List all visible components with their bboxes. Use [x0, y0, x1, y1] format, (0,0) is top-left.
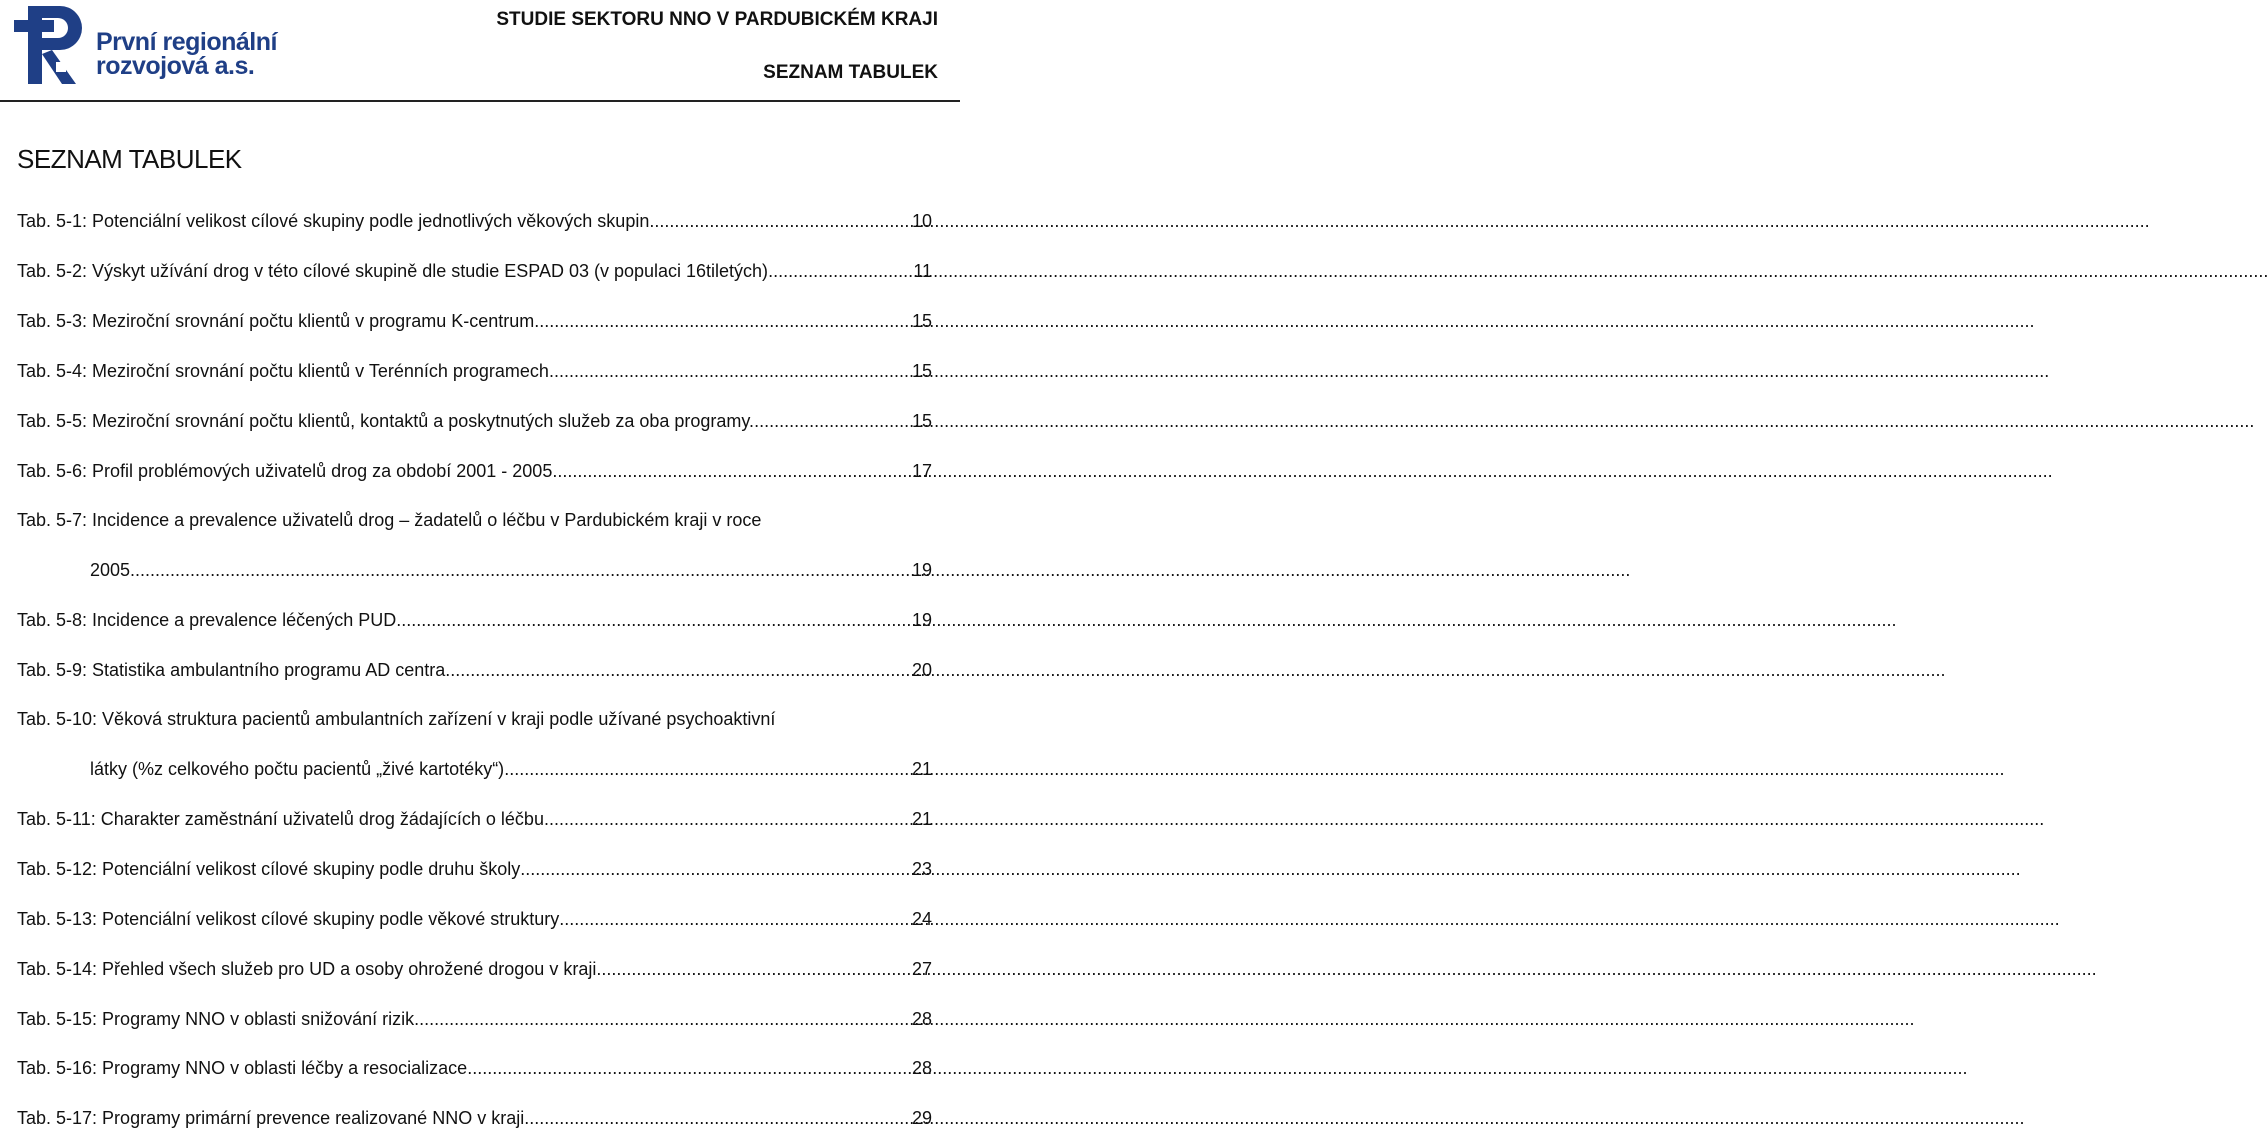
toc-entry-label: Tab. 5-7: Incidence a prevalence uživatelů drog – žadatelů o léčbu v Pardubickém kraji v roce [17, 510, 762, 530]
dot-leader [504, 759, 906, 780]
toc-entry-label-continued: 2005 [90, 560, 131, 580]
toc-entry-label: Tab. 5-10: Věková struktura pacientů ambulantních zařízení v kraji podle užívané psychoaktivní [17, 709, 776, 729]
dot-leader [754, 411, 906, 432]
toc-entry[interactable] [17, 510, 932, 534]
toc-entry-label: Tab. 5-1: Potenciální velikost cílové skupiny podle jednotlivých věkových skupin [17, 211, 650, 231]
dot-leader [534, 311, 906, 332]
toc-entry[interactable] [17, 261, 932, 285]
toc-entry-label: Tab. 5-15: Programy NNO v oblasti snižování rizik [17, 1009, 415, 1029]
page-header [0, 0, 960, 102]
toc-entry-label: Tab. 5-6: Profil problémových uživatelů drog za období 2001 - 2005 [17, 461, 553, 481]
toc-entry[interactable] [17, 411, 932, 435]
toc-entry-label: Tab. 5-12: Potenciální velikost cílové skupiny podle druhu školy [17, 859, 521, 879]
toc-entry-page: 23 [911, 859, 932, 879]
toc-entry-label-continued: látky (%z celkového počtu pacientů „živé kartotéky“) [90, 759, 505, 779]
toc-entry-page: 15 [911, 361, 932, 381]
toc-entry-label: Tab. 5-13: Potenciální velikost cílové skupiny podle věkové struktury [17, 909, 560, 929]
dot-leader [649, 211, 906, 232]
toc-entry-label: Tab. 5-5: Meziroční srovnání počtu klientů, kontaktů a poskytnutých služeb za oba programy. [17, 411, 755, 431]
company-logo [12, 2, 292, 86]
logo-wordmark [96, 30, 277, 78]
toc-entry[interactable] [17, 1108, 932, 1132]
toc-entry-page: 29 [911, 1108, 932, 1128]
toc-entry[interactable] [17, 361, 932, 385]
toc-entry[interactable] [17, 211, 932, 235]
dot-leader [552, 461, 906, 482]
logo-mark-icon [12, 2, 92, 86]
toc-entry-page: 27 [911, 959, 932, 979]
dot-leader [544, 809, 906, 830]
toc-entry[interactable] [17, 859, 932, 883]
toc-entry-page: 19 [911, 610, 932, 630]
toc-entry-label: Tab. 5-9: Statistika ambulantního programu AD centra [17, 660, 446, 680]
dot-leader [414, 1009, 906, 1030]
dot-leader [559, 909, 906, 930]
toc-entry-page: 21 [911, 809, 932, 829]
dot-leader [520, 859, 906, 880]
toc-entry-continuation[interactable] [90, 560, 932, 584]
toc-entry-page: 21 [911, 759, 932, 779]
header-section-title: SEZNAM TABULEK [763, 62, 938, 83]
toc-entry[interactable] [17, 1058, 932, 1082]
toc-entry-page: 10 [911, 211, 932, 231]
toc-entry-page: 11 [913, 261, 932, 281]
toc-entry[interactable] [17, 909, 932, 933]
dot-leader [467, 1058, 906, 1079]
toc-entry[interactable] [17, 1009, 932, 1033]
header-study-title: STUDIE SEKTORU NNO V PARDUBICKÉM KRAJI [496, 9, 938, 30]
toc-entry-label: Tab. 5-4: Meziroční srovnání počtu klientů v Terénních programech [17, 361, 549, 381]
toc-entry-page: 15 [911, 411, 932, 431]
page-title: SEZNAM TABULEK [17, 144, 242, 174]
logo-line-2: rozvojová a.s. [96, 52, 255, 80]
toc-entry[interactable] [17, 610, 932, 634]
dot-leader [549, 361, 906, 382]
toc-entry-page: 28 [911, 1058, 932, 1078]
toc-entry-page: 20 [911, 660, 932, 680]
dot-leader [524, 1108, 906, 1129]
toc-entry-label: Tab. 5-2: Výskyt užívání drog v této cílové skupině dle studie ESPAD 03 (v populaci 16tiletých) [17, 261, 769, 281]
toc-entry-label: Tab. 5-17: Programy primární prevence realizované NNO v kraji [17, 1108, 525, 1128]
toc-entry-label: Tab. 5-16: Programy NNO v oblasti léčby a resocializace [17, 1058, 468, 1078]
toc-entry-page: 19 [911, 560, 932, 580]
toc-entry-label: Tab. 5-14: Přehled všech služeb pro UD a osoby ohrožené drogou v kraji [17, 959, 597, 979]
toc-entry[interactable] [17, 660, 932, 684]
toc-entry-continuation[interactable] [90, 759, 932, 783]
toc-entry[interactable] [17, 959, 932, 983]
dot-leader [445, 660, 906, 681]
toc-entry-page: 24 [911, 909, 932, 929]
toc-entry-page: 17 [911, 461, 932, 481]
toc-entry[interactable] [17, 809, 932, 833]
toc-entry[interactable] [17, 311, 932, 335]
toc-entry-label: Tab. 5-3: Meziroční srovnání počtu klientů v programu K-centrum [17, 311, 535, 331]
toc-entry-page: 15 [911, 311, 932, 331]
toc-entry-label: Tab. 5-8: Incidence a prevalence léčených PUD [17, 610, 397, 630]
dot-leader [396, 610, 906, 631]
header-divider [0, 100, 960, 102]
toc-entry[interactable] [17, 709, 932, 733]
toc-entry-page: 28 [911, 1009, 932, 1029]
toc-entry[interactable] [17, 461, 932, 485]
logo-line-1: První regionální [96, 28, 277, 56]
dot-leader [768, 261, 907, 282]
dot-leader [130, 560, 906, 581]
toc-entry-label: Tab. 5-11: Charakter zaměstnání uživatelů drog žádajících o léčbu [17, 809, 544, 829]
dot-leader [596, 959, 906, 980]
